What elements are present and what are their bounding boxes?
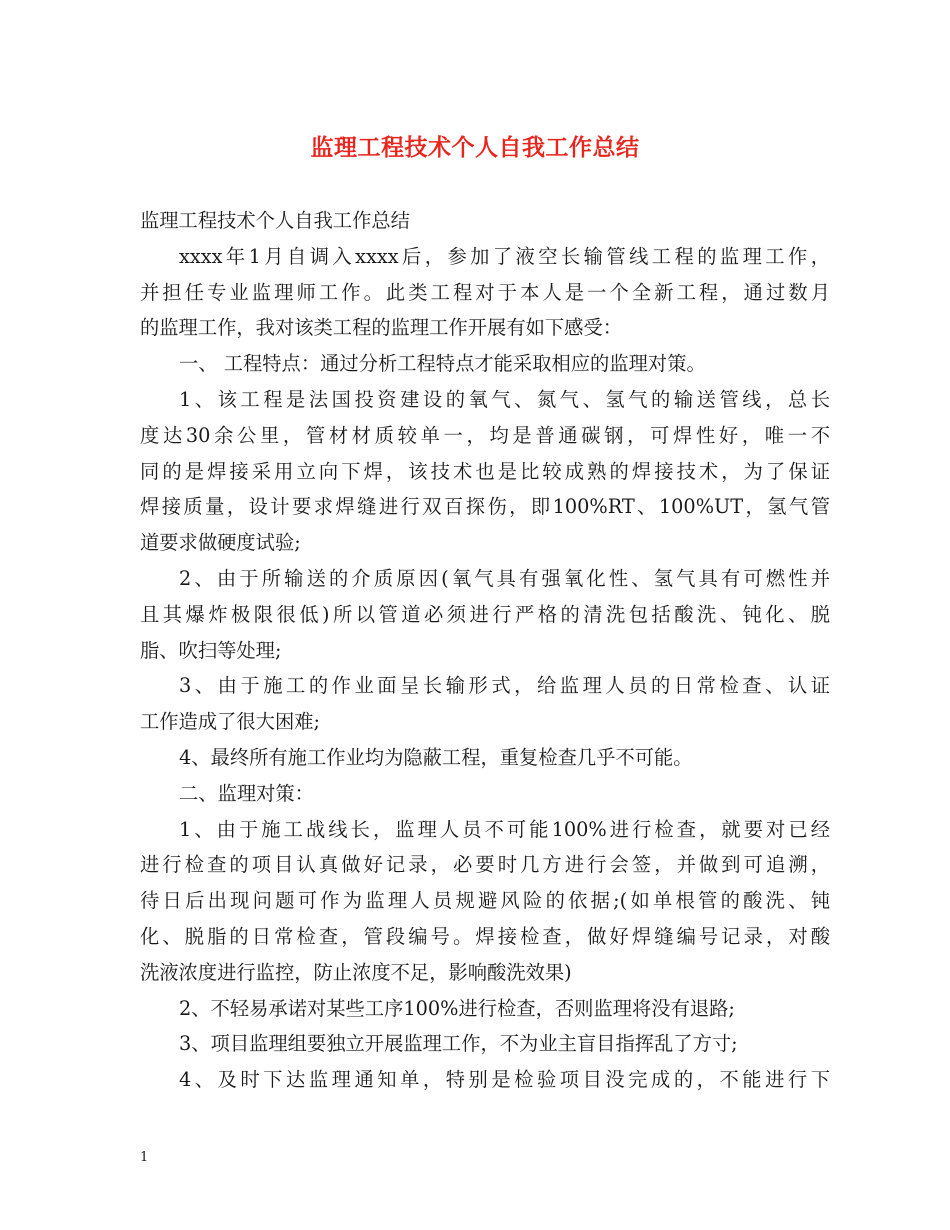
text-line: 一、 工程特点：通过分析工程特点才能采取相应的监理对策。: [179, 352, 706, 376]
text-line: 工作造成了很大困难;: [140, 710, 321, 734]
text-line: 同的是焊接采用立向下焊，该技术也是比较成熟的焊接技术，为了保证: [140, 459, 830, 483]
text-line: 且其爆炸极限很低)所以管道必须进行严格的清洗包括酸洗、钝化、脱: [140, 602, 830, 626]
text-line: 1、该工程是法国投资建设的氧气、氮气、氢气的输送管线，总长: [179, 387, 830, 411]
text-line: 洗液浓度进行监控，防止浓度不足，影响酸洗效果): [140, 960, 572, 984]
document-body: [140, 203, 830, 1098]
text-line: 3、由于施工的作业面呈长输形式，给监理人员的日常检查、认证: [179, 674, 830, 698]
text-line: 道要求做硬度试验;: [140, 531, 301, 555]
text-line: 进行检查的项目认真做好记录，必要时几方进行会签，并做到可追溯，: [140, 853, 830, 877]
text-line: 监理工程技术个人自我工作总结: [140, 209, 410, 232]
text-line: 焊接质量，设计要求焊缝进行双百探伤，即100%RT、100%UT，氢气管: [140, 495, 830, 519]
text-line: 脂、吹扫等处理;: [140, 638, 282, 662]
text-line: 2、由于所输送的介质原因(氧气具有强氧化性、氢气具有可燃性并: [179, 566, 830, 590]
text-line: 二、监理对策：: [179, 781, 314, 805]
text-line: 待日后出现问题可作为监理人员规避风险的依据;(如单根管的酸洗、钝: [140, 889, 830, 913]
text-line: 度达30余公里，管材材质较单一，均是普通碳钢，可焊性好，唯一不: [140, 423, 830, 447]
text-line: xxxx年1月自调入xxxx后，参加了液空长输管线工程的监理工作，: [179, 244, 830, 268]
text-line: 3、项目监理组要独立开展监理工作，不为业主盲目指挥乱了方寸;: [179, 1032, 738, 1056]
text-line: 2、不轻易承诺对某些工序100%进行检查，否则监理将没有退路;: [179, 996, 735, 1020]
text-line: 1、由于施工战线长，监理人员不可能100%进行检查，就要对已经: [179, 817, 830, 841]
text-line: 化、脱脂的日常检查，管段编号。焊接检查，做好焊缝编号记录，对酸: [140, 924, 830, 948]
text-line: 的监理工作，我对该类工程的监理工作开展有如下感受：: [140, 316, 623, 340]
text-line: 4、及时下达监理通知单，特别是检验项目没完成的，不能进行下: [179, 1068, 830, 1092]
text-line: 4、最终所有施工作业均为隐蔽工程，重复检查几乎不可能。: [179, 745, 693, 769]
text-line: 并担任专业监理师工作。此类工程对于本人是一个全新工程，通过数月: [140, 280, 830, 304]
page-number: 1: [140, 1150, 149, 1165]
document-title: 监理工程技术个人自我工作总结: [310, 134, 640, 161]
